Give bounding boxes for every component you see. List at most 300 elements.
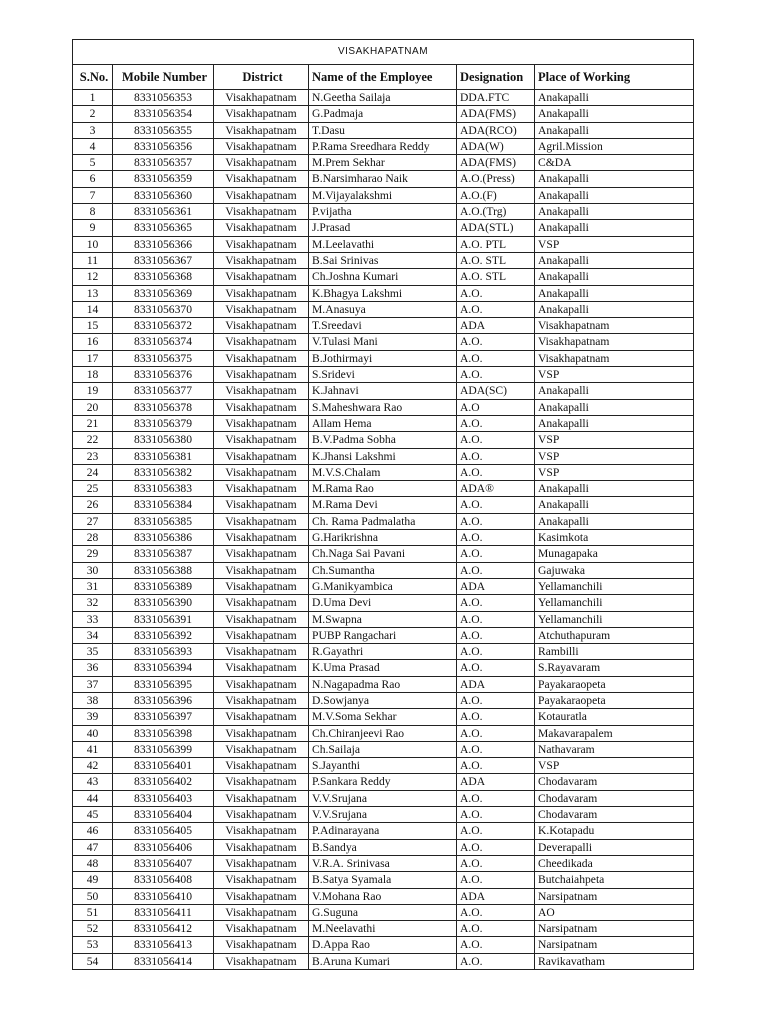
cell-mobile: 8331056381 bbox=[113, 448, 214, 464]
table-row bbox=[73, 399, 694, 415]
cell-sno: 1 bbox=[73, 90, 113, 106]
cell-place: Anakapalli bbox=[535, 399, 694, 415]
table-row bbox=[73, 187, 694, 203]
cell-sno: 23 bbox=[73, 448, 113, 464]
table-row bbox=[73, 888, 694, 904]
cell-place: S.Rayavaram bbox=[535, 660, 694, 676]
cell-place: Payakaraopeta bbox=[535, 676, 694, 692]
table-row bbox=[73, 171, 694, 187]
cell-mobile: 8331056393 bbox=[113, 644, 214, 660]
cell-mobile: 8331056399 bbox=[113, 741, 214, 757]
cell-mobile: 8331056397 bbox=[113, 709, 214, 725]
cell-place: Visakhapatnam bbox=[535, 350, 694, 366]
cell-mobile: 8331056382 bbox=[113, 464, 214, 480]
cell-designation: A.O. bbox=[457, 709, 535, 725]
cell-mobile: 8331056406 bbox=[113, 839, 214, 855]
cell-sno: 17 bbox=[73, 350, 113, 366]
cell-place: Anakapalli bbox=[535, 513, 694, 529]
cell-designation: A.O. bbox=[457, 285, 535, 301]
cell-district: Visakhapatnam bbox=[214, 855, 309, 871]
cell-place: Anakapalli bbox=[535, 171, 694, 187]
cell-designation: A.O. bbox=[457, 530, 535, 546]
cell-employee: P.vijatha bbox=[309, 204, 457, 220]
cell-employee: S.Sridevi bbox=[309, 367, 457, 383]
cell-sno: 21 bbox=[73, 415, 113, 431]
cell-district: Visakhapatnam bbox=[214, 122, 309, 138]
cell-employee: M.Leelavathi bbox=[309, 236, 457, 252]
table-row bbox=[73, 252, 694, 268]
cell-place: Chodavaram bbox=[535, 790, 694, 806]
col-header-mobile: Mobile Number bbox=[113, 65, 214, 90]
cell-sno: 30 bbox=[73, 562, 113, 578]
cell-employee: V.Mohana Rao bbox=[309, 888, 457, 904]
cell-sno: 14 bbox=[73, 301, 113, 317]
cell-employee: PUBP Rangachari bbox=[309, 627, 457, 643]
sheet-title: VISAKHAPATNAM bbox=[73, 40, 694, 65]
cell-sno: 13 bbox=[73, 285, 113, 301]
cell-designation: A.O. bbox=[457, 692, 535, 708]
cell-place: VSP bbox=[535, 758, 694, 774]
cell-mobile: 8331056412 bbox=[113, 921, 214, 937]
cell-mobile: 8331056361 bbox=[113, 204, 214, 220]
cell-designation: ADA(W) bbox=[457, 138, 535, 154]
cell-mobile: 8331056396 bbox=[113, 692, 214, 708]
cell-place: Yellamanchili bbox=[535, 595, 694, 611]
cell-mobile: 8331056398 bbox=[113, 725, 214, 741]
table-row bbox=[73, 236, 694, 252]
cell-place: C&DA bbox=[535, 155, 694, 171]
cell-mobile: 8331056355 bbox=[113, 122, 214, 138]
cell-place: Anakapalli bbox=[535, 415, 694, 431]
table-row bbox=[73, 122, 694, 138]
cell-designation: A.O. bbox=[457, 644, 535, 660]
cell-designation: ADA(FMS) bbox=[457, 155, 535, 171]
cell-designation: A.O. bbox=[457, 904, 535, 920]
cell-mobile: 8331056403 bbox=[113, 790, 214, 806]
table-row bbox=[73, 904, 694, 920]
cell-district: Visakhapatnam bbox=[214, 497, 309, 513]
table-row bbox=[73, 937, 694, 953]
cell-employee: M.Anasuya bbox=[309, 301, 457, 317]
cell-employee: M.Rama Rao bbox=[309, 481, 457, 497]
cell-mobile: 8331056370 bbox=[113, 301, 214, 317]
table-row bbox=[73, 562, 694, 578]
cell-designation: A.O.(Trg) bbox=[457, 204, 535, 220]
cell-place: VSP bbox=[535, 432, 694, 448]
table-row bbox=[73, 741, 694, 757]
table-row bbox=[73, 872, 694, 888]
employee-sheet bbox=[72, 39, 693, 970]
table-row bbox=[73, 953, 694, 969]
cell-mobile: 8331056410 bbox=[113, 888, 214, 904]
cell-employee: B.V.Padma Sobha bbox=[309, 432, 457, 448]
col-header-sno: S.No. bbox=[73, 65, 113, 90]
table-row bbox=[73, 839, 694, 855]
cell-sno: 54 bbox=[73, 953, 113, 969]
cell-place: K.Kotapadu bbox=[535, 823, 694, 839]
cell-sno: 2 bbox=[73, 106, 113, 122]
cell-designation: A.O. bbox=[457, 660, 535, 676]
cell-designation: A.O. bbox=[457, 725, 535, 741]
cell-sno: 24 bbox=[73, 464, 113, 480]
cell-district: Visakhapatnam bbox=[214, 953, 309, 969]
cell-employee: V.R.A. Srinivasa bbox=[309, 855, 457, 871]
cell-employee: N.Nagapadma Rao bbox=[309, 676, 457, 692]
table-row bbox=[73, 513, 694, 529]
cell-designation: A.O. PTL bbox=[457, 236, 535, 252]
cell-employee: Ch.Joshna Kumari bbox=[309, 269, 457, 285]
cell-employee: V.Tulasi Mani bbox=[309, 334, 457, 350]
col-header-employee: Name of the Employee bbox=[309, 65, 457, 90]
cell-employee: M.Swapna bbox=[309, 611, 457, 627]
cell-mobile: 8331056394 bbox=[113, 660, 214, 676]
table-row bbox=[73, 318, 694, 334]
cell-employee: V.V.Srujana bbox=[309, 807, 457, 823]
table-row bbox=[73, 334, 694, 350]
table-row bbox=[73, 627, 694, 643]
cell-sno: 41 bbox=[73, 741, 113, 757]
cell-employee: B.Narsimharao Naik bbox=[309, 171, 457, 187]
table-row bbox=[73, 578, 694, 594]
cell-district: Visakhapatnam bbox=[214, 595, 309, 611]
cell-district: Visakhapatnam bbox=[214, 676, 309, 692]
table-row bbox=[73, 367, 694, 383]
cell-mobile: 8331056405 bbox=[113, 823, 214, 839]
cell-employee: Allam Hema bbox=[309, 415, 457, 431]
cell-sno: 34 bbox=[73, 627, 113, 643]
cell-designation: A.O. bbox=[457, 839, 535, 855]
cell-employee: Ch. Rama Padmalatha bbox=[309, 513, 457, 529]
cell-employee: P.Rama Sreedhara Reddy bbox=[309, 138, 457, 154]
cell-place: Deverapalli bbox=[535, 839, 694, 855]
cell-sno: 52 bbox=[73, 921, 113, 937]
cell-mobile: 8331056386 bbox=[113, 530, 214, 546]
cell-district: Visakhapatnam bbox=[214, 236, 309, 252]
cell-designation: ADA bbox=[457, 774, 535, 790]
cell-employee: S.Jayanthi bbox=[309, 758, 457, 774]
cell-sno: 11 bbox=[73, 252, 113, 268]
table-row bbox=[73, 350, 694, 366]
cell-sno: 37 bbox=[73, 676, 113, 692]
cell-sno: 29 bbox=[73, 546, 113, 562]
cell-district: Visakhapatnam bbox=[214, 839, 309, 855]
cell-place: Yellamanchili bbox=[535, 611, 694, 627]
cell-district: Visakhapatnam bbox=[214, 350, 309, 366]
cell-district: Visakhapatnam bbox=[214, 692, 309, 708]
cell-sno: 43 bbox=[73, 774, 113, 790]
cell-designation: A.O. bbox=[457, 546, 535, 562]
cell-district: Visakhapatnam bbox=[214, 937, 309, 953]
cell-sno: 5 bbox=[73, 155, 113, 171]
cell-place: VSP bbox=[535, 236, 694, 252]
cell-employee: K.Jahnavi bbox=[309, 383, 457, 399]
cell-designation: A.O.(F) bbox=[457, 187, 535, 203]
table-row bbox=[73, 155, 694, 171]
cell-place: Nathavaram bbox=[535, 741, 694, 757]
cell-place: Anakapalli bbox=[535, 106, 694, 122]
cell-place: Anakapalli bbox=[535, 301, 694, 317]
cell-employee: G.Harikrishna bbox=[309, 530, 457, 546]
cell-designation: A.O. bbox=[457, 367, 535, 383]
cell-place: Chodavaram bbox=[535, 807, 694, 823]
cell-place: VSP bbox=[535, 367, 694, 383]
cell-place: Payakaraopeta bbox=[535, 692, 694, 708]
cell-sno: 16 bbox=[73, 334, 113, 350]
cell-mobile: 8331056353 bbox=[113, 90, 214, 106]
cell-employee: G.Manikyambica bbox=[309, 578, 457, 594]
cell-employee: B.Aruna Kumari bbox=[309, 953, 457, 969]
cell-district: Visakhapatnam bbox=[214, 774, 309, 790]
cell-employee: B.Sai Srinivas bbox=[309, 252, 457, 268]
cell-place: Anakapalli bbox=[535, 122, 694, 138]
cell-mobile: 8331056375 bbox=[113, 350, 214, 366]
table-row bbox=[73, 301, 694, 317]
cell-place: Anakapalli bbox=[535, 204, 694, 220]
cell-sno: 32 bbox=[73, 595, 113, 611]
cell-designation: A.O. bbox=[457, 627, 535, 643]
cell-employee: M.Neelavathi bbox=[309, 921, 457, 937]
cell-place: VSP bbox=[535, 464, 694, 480]
employee-table bbox=[72, 39, 694, 970]
cell-designation: A.O. bbox=[457, 807, 535, 823]
cell-place: Visakhapatnam bbox=[535, 334, 694, 350]
cell-employee: B.Sandya bbox=[309, 839, 457, 855]
cell-district: Visakhapatnam bbox=[214, 660, 309, 676]
cell-designation: ADA® bbox=[457, 481, 535, 497]
cell-designation: A.O. bbox=[457, 953, 535, 969]
cell-mobile: 8331056408 bbox=[113, 872, 214, 888]
table-row bbox=[73, 807, 694, 823]
cell-sno: 46 bbox=[73, 823, 113, 839]
cell-district: Visakhapatnam bbox=[214, 513, 309, 529]
cell-sno: 49 bbox=[73, 872, 113, 888]
table-row bbox=[73, 611, 694, 627]
cell-district: Visakhapatnam bbox=[214, 138, 309, 154]
cell-place: AO bbox=[535, 904, 694, 920]
cell-employee: K.Jhansi Lakshmi bbox=[309, 448, 457, 464]
cell-district: Visakhapatnam bbox=[214, 432, 309, 448]
table-row bbox=[73, 644, 694, 660]
cell-sno: 47 bbox=[73, 839, 113, 855]
cell-employee: Ch.Naga Sai Pavani bbox=[309, 546, 457, 562]
cell-place: Narsipatnam bbox=[535, 921, 694, 937]
cell-designation: A.O. bbox=[457, 448, 535, 464]
cell-designation: ADA bbox=[457, 578, 535, 594]
cell-designation: A.O. bbox=[457, 301, 535, 317]
cell-mobile: 8331056374 bbox=[113, 334, 214, 350]
cell-place: Anakapalli bbox=[535, 481, 694, 497]
cell-place: VSP bbox=[535, 448, 694, 464]
cell-sno: 45 bbox=[73, 807, 113, 823]
table-row bbox=[73, 709, 694, 725]
cell-employee: G.Suguna bbox=[309, 904, 457, 920]
table-row bbox=[73, 692, 694, 708]
cell-mobile: 8331056387 bbox=[113, 546, 214, 562]
cell-mobile: 8331056360 bbox=[113, 187, 214, 203]
cell-mobile: 8331056395 bbox=[113, 676, 214, 692]
cell-mobile: 8331056380 bbox=[113, 432, 214, 448]
cell-mobile: 8331056414 bbox=[113, 953, 214, 969]
cell-sno: 48 bbox=[73, 855, 113, 871]
cell-designation: A.O. bbox=[457, 823, 535, 839]
cell-sno: 33 bbox=[73, 611, 113, 627]
cell-place: Agril.Mission bbox=[535, 138, 694, 154]
cell-place: Kasimkota bbox=[535, 530, 694, 546]
cell-employee: P.Sankara Reddy bbox=[309, 774, 457, 790]
cell-mobile: 8331056390 bbox=[113, 595, 214, 611]
cell-district: Visakhapatnam bbox=[214, 904, 309, 920]
cell-designation: DDA.FTC bbox=[457, 90, 535, 106]
col-header-designation: Designation bbox=[457, 65, 535, 90]
cell-designation: A.O. bbox=[457, 758, 535, 774]
cell-district: Visakhapatnam bbox=[214, 367, 309, 383]
cell-mobile: 8331056368 bbox=[113, 269, 214, 285]
cell-mobile: 8331056411 bbox=[113, 904, 214, 920]
cell-sno: 40 bbox=[73, 725, 113, 741]
cell-mobile: 8331056378 bbox=[113, 399, 214, 415]
table-row bbox=[73, 546, 694, 562]
cell-designation: ADA(RCO) bbox=[457, 122, 535, 138]
cell-place: Atchuthapuram bbox=[535, 627, 694, 643]
cell-employee: G.Padmaja bbox=[309, 106, 457, 122]
cell-designation: ADA(SC) bbox=[457, 383, 535, 399]
cell-mobile: 8331056391 bbox=[113, 611, 214, 627]
cell-district: Visakhapatnam bbox=[214, 415, 309, 431]
cell-mobile: 8331056366 bbox=[113, 236, 214, 252]
cell-district: Visakhapatnam bbox=[214, 872, 309, 888]
cell-district: Visakhapatnam bbox=[214, 562, 309, 578]
cell-designation: A.O. bbox=[457, 872, 535, 888]
cell-district: Visakhapatnam bbox=[214, 546, 309, 562]
cell-district: Visakhapatnam bbox=[214, 888, 309, 904]
table-row bbox=[73, 269, 694, 285]
table-body bbox=[73, 90, 694, 970]
cell-designation: ADA(FMS) bbox=[457, 106, 535, 122]
cell-district: Visakhapatnam bbox=[214, 790, 309, 806]
cell-sno: 18 bbox=[73, 367, 113, 383]
cell-district: Visakhapatnam bbox=[214, 383, 309, 399]
cell-sno: 50 bbox=[73, 888, 113, 904]
table-row bbox=[73, 481, 694, 497]
cell-designation: ADA bbox=[457, 888, 535, 904]
cell-designation: A.O. bbox=[457, 415, 535, 431]
cell-sno: 3 bbox=[73, 122, 113, 138]
table-row bbox=[73, 497, 694, 513]
cell-sno: 12 bbox=[73, 269, 113, 285]
cell-sno: 27 bbox=[73, 513, 113, 529]
cell-designation: ADA bbox=[457, 676, 535, 692]
table-row bbox=[73, 823, 694, 839]
cell-place: Anakapalli bbox=[535, 90, 694, 106]
cell-sno: 22 bbox=[73, 432, 113, 448]
col-header-district: District bbox=[214, 65, 309, 90]
cell-district: Visakhapatnam bbox=[214, 90, 309, 106]
cell-employee: P.Adinarayana bbox=[309, 823, 457, 839]
cell-sno: 28 bbox=[73, 530, 113, 546]
cell-mobile: 8331056413 bbox=[113, 937, 214, 953]
cell-district: Visakhapatnam bbox=[214, 823, 309, 839]
table-row bbox=[73, 220, 694, 236]
header-row bbox=[73, 65, 694, 90]
cell-sno: 44 bbox=[73, 790, 113, 806]
cell-employee: K.Bhagya Lakshmi bbox=[309, 285, 457, 301]
cell-designation: A.O bbox=[457, 399, 535, 415]
cell-sno: 19 bbox=[73, 383, 113, 399]
cell-employee: M.V.Soma Sekhar bbox=[309, 709, 457, 725]
cell-sno: 25 bbox=[73, 481, 113, 497]
cell-designation: A.O. bbox=[457, 464, 535, 480]
cell-place: Narsipatnam bbox=[535, 888, 694, 904]
cell-mobile: 8331056379 bbox=[113, 415, 214, 431]
cell-designation: A.O. bbox=[457, 432, 535, 448]
cell-sno: 15 bbox=[73, 318, 113, 334]
cell-employee: D.Sowjanya bbox=[309, 692, 457, 708]
cell-employee: B.Jothirmayi bbox=[309, 350, 457, 366]
cell-district: Visakhapatnam bbox=[214, 627, 309, 643]
cell-district: Visakhapatnam bbox=[214, 807, 309, 823]
cell-place: Chodavaram bbox=[535, 774, 694, 790]
table-row bbox=[73, 464, 694, 480]
table-row bbox=[73, 90, 694, 106]
cell-employee: J.Prasad bbox=[309, 220, 457, 236]
cell-designation: A.O. bbox=[457, 790, 535, 806]
cell-sno: 6 bbox=[73, 171, 113, 187]
cell-sno: 51 bbox=[73, 904, 113, 920]
cell-sno: 38 bbox=[73, 692, 113, 708]
cell-district: Visakhapatnam bbox=[214, 530, 309, 546]
cell-mobile: 8331056369 bbox=[113, 285, 214, 301]
cell-sno: 26 bbox=[73, 497, 113, 513]
cell-mobile: 8331056367 bbox=[113, 252, 214, 268]
cell-place: Anakapalli bbox=[535, 383, 694, 399]
cell-mobile: 8331056377 bbox=[113, 383, 214, 399]
cell-district: Visakhapatnam bbox=[214, 334, 309, 350]
cell-designation: A.O. bbox=[457, 741, 535, 757]
cell-sno: 8 bbox=[73, 204, 113, 220]
cell-designation: A.O. bbox=[457, 595, 535, 611]
cell-sno: 35 bbox=[73, 644, 113, 660]
cell-place: Kotauratla bbox=[535, 709, 694, 725]
table-row bbox=[73, 855, 694, 871]
table-row bbox=[73, 725, 694, 741]
table-row bbox=[73, 138, 694, 154]
cell-mobile: 8331056388 bbox=[113, 562, 214, 578]
table-row bbox=[73, 285, 694, 301]
cell-employee: N.Geetha Sailaja bbox=[309, 90, 457, 106]
cell-designation: A.O. STL bbox=[457, 269, 535, 285]
cell-employee: M.Vijayalakshmi bbox=[309, 187, 457, 203]
cell-sno: 36 bbox=[73, 660, 113, 676]
cell-employee: T.Dasu bbox=[309, 122, 457, 138]
cell-employee: Ch.Sailaja bbox=[309, 741, 457, 757]
table-row bbox=[73, 774, 694, 790]
cell-designation: A.O. bbox=[457, 513, 535, 529]
cell-place: Anakapalli bbox=[535, 220, 694, 236]
table-row bbox=[73, 676, 694, 692]
cell-place: Butchaiahpeta bbox=[535, 872, 694, 888]
title-row bbox=[73, 40, 694, 65]
cell-mobile: 8331056385 bbox=[113, 513, 214, 529]
cell-employee: M.Prem Sekhar bbox=[309, 155, 457, 171]
cell-place: Rambilli bbox=[535, 644, 694, 660]
cell-sno: 4 bbox=[73, 138, 113, 154]
cell-district: Visakhapatnam bbox=[214, 725, 309, 741]
cell-place: Narsipatnam bbox=[535, 937, 694, 953]
col-header-place: Place of Working bbox=[535, 65, 694, 90]
cell-employee: Ch.Chiranjeevi Rao bbox=[309, 725, 457, 741]
cell-mobile: 8331056401 bbox=[113, 758, 214, 774]
table-row bbox=[73, 790, 694, 806]
